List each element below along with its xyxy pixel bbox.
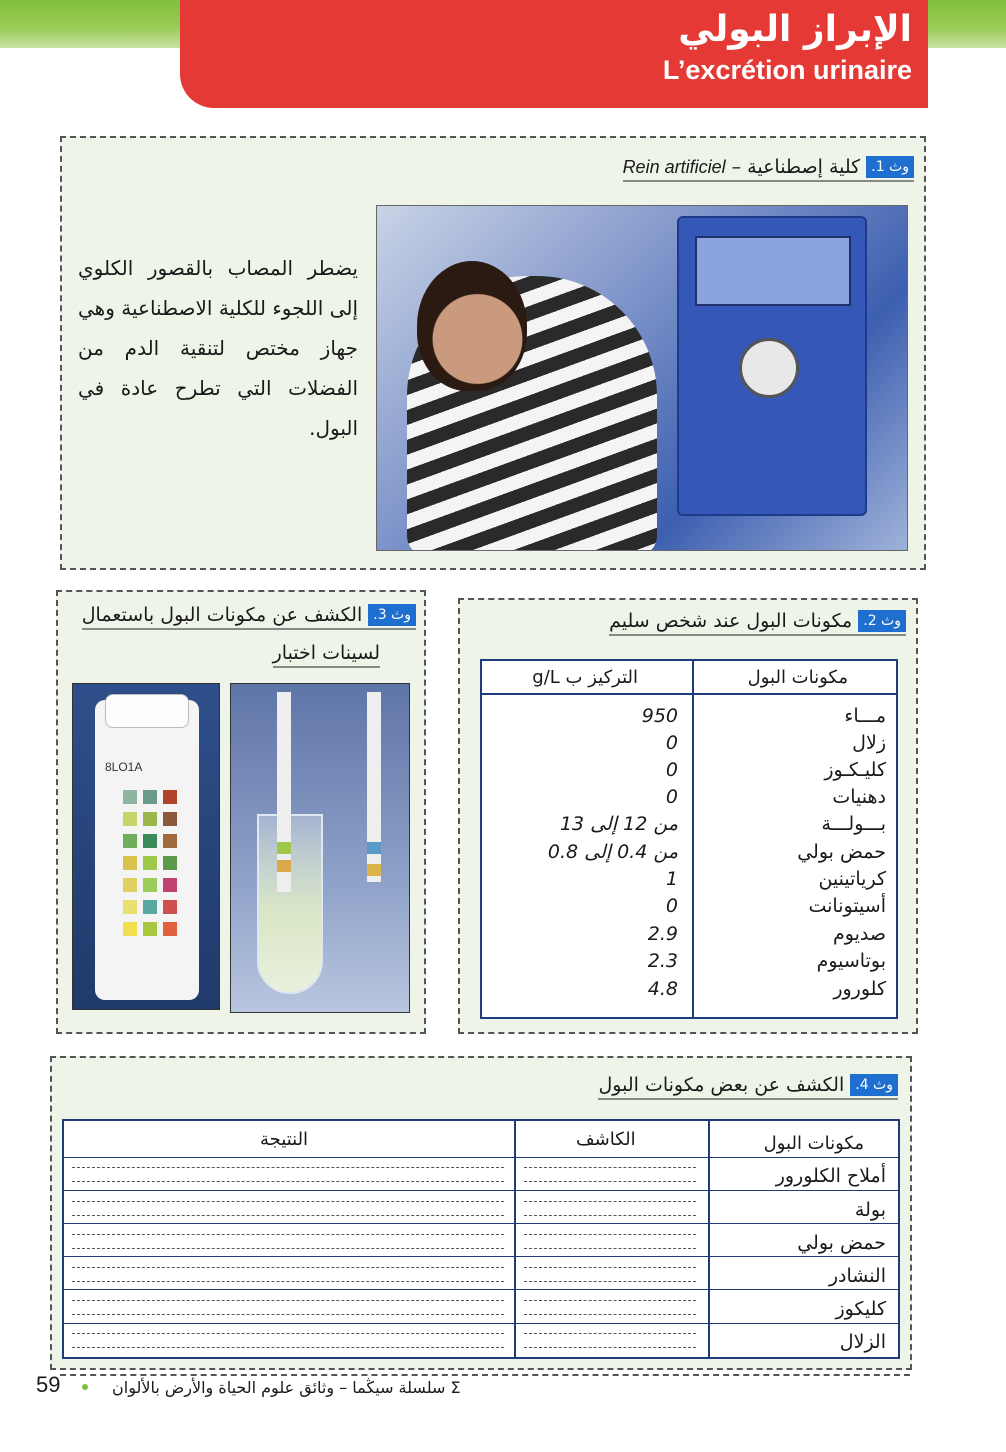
footer-bullet-icon [82, 1384, 88, 1390]
result-blank-2a[interactable] [72, 1234, 504, 1235]
result-blank-0a[interactable] [72, 1167, 504, 1168]
color-chart [123, 790, 183, 944]
row-name-0: مـــاء [844, 705, 886, 727]
row-line-2 [64, 1223, 898, 1224]
col-header-concentration: التركيز ب g/L [532, 667, 638, 688]
row-value-2: 0 [665, 759, 678, 781]
result-blank-2b[interactable] [72, 1248, 504, 1249]
row-value-8: 2.9 [647, 923, 678, 945]
row-name-3: دهنيات [832, 786, 886, 808]
row-name-4: بـــولـــة [821, 813, 886, 835]
result-blank-3a[interactable] [72, 1267, 504, 1268]
t4-row-name-4: كليكوز [835, 1298, 886, 1320]
row-name-2: كليـكـوز [824, 759, 886, 781]
bottle-label: 8LO1A [105, 760, 143, 774]
doc1-label [623, 156, 914, 182]
test-strip-dry [367, 692, 381, 882]
col-header-reagent: الكاشف [576, 1129, 636, 1150]
series-title: Σ سلسلة سيڭما – وثائق علوم الحياة والأرض بالألوان [112, 1378, 461, 1397]
t4-row-name-1: بولة [854, 1199, 886, 1221]
t4-row-name-2: حمض بولي [797, 1232, 886, 1254]
machine-screen [695, 236, 851, 306]
result-blank-1a[interactable] [72, 1201, 504, 1202]
row-name-1: زلال [852, 732, 886, 754]
dialysis-photo [376, 205, 908, 551]
doc1-subtitle: Rein artificiel [622, 156, 726, 177]
doc3-badge: وث 3. [368, 604, 416, 626]
doc2-label [609, 610, 906, 636]
footer-divider [60, 1374, 910, 1376]
result-blank-0b[interactable] [72, 1181, 504, 1182]
test-strip-bottle [95, 700, 199, 1000]
doc1-badge: وث 1. [866, 156, 914, 178]
result-blank-3b[interactable] [72, 1281, 504, 1282]
row-name-6: كرياتينين [818, 868, 886, 890]
reagent-blank-5b[interactable] [524, 1347, 696, 1348]
row-value-3: 0 [665, 786, 678, 808]
doc1-title: كلية إصطناعية – [731, 156, 861, 178]
row-line-0 [64, 1157, 898, 1158]
doc2-title: مكونات البول عند شخص سليم [609, 610, 853, 632]
reagent-blank-1a[interactable] [524, 1201, 696, 1202]
row-line-4 [64, 1289, 898, 1290]
row-line-5 [64, 1323, 898, 1324]
doc3-label-line2 [273, 642, 380, 668]
reagent-blank-2a[interactable] [524, 1234, 696, 1235]
doc4-badge: وث 4. [850, 1074, 898, 1096]
page-number: 59 [36, 1372, 61, 1397]
row-value-10: 4.8 [647, 978, 678, 1000]
row-name-8: صديوم [833, 923, 886, 945]
test-strip-in-tube [277, 692, 291, 892]
test-strip-bottle-photo [72, 683, 220, 1010]
row-value-9: 2.3 [647, 950, 678, 972]
t4-row-name-5: الزلال [839, 1331, 886, 1353]
col-header-component: مكونات البول [747, 667, 848, 688]
doc4-title: الكشف عن بعض مكونات البول [598, 1074, 845, 1096]
reagent-blank-1b[interactable] [524, 1215, 696, 1216]
row-name-7: أسيتونانت [808, 895, 886, 917]
reagent-blank-0a[interactable] [524, 1167, 696, 1168]
reagent-blank-3a[interactable] [524, 1267, 696, 1268]
row-value-0: 950 [641, 705, 678, 727]
row-value-5: من 0.4 إلى 0.8 [547, 841, 678, 863]
result-blank-5a[interactable] [72, 1333, 504, 1334]
t4-row-name-3: النشادر [828, 1265, 886, 1287]
row-line-3 [64, 1256, 898, 1257]
test-tube-photo [230, 683, 410, 1013]
doc3-label [82, 604, 416, 630]
row-name-5: حمض بولي [797, 841, 886, 863]
chapter-header [180, 0, 928, 108]
dialysis-machine [677, 216, 867, 516]
reagent-blank-2b[interactable] [524, 1248, 696, 1249]
result-blank-5b[interactable] [72, 1347, 504, 1348]
machine-dial [739, 338, 799, 398]
doc4-label [598, 1074, 898, 1100]
row-value-7: 0 [665, 895, 678, 917]
doc1-text: يضطر المصاب بالقصور الكلوي إلى اللجوء للكلية الاصطناعية وهي جهاز مختص لتنقية الدم من الفضلات التي تطرح عادة في البول. [78, 256, 358, 440]
doc3-title-line1: الكشف عن مكونات البول باستعمال [81, 604, 363, 626]
table-column-divider [692, 661, 694, 1017]
patient-head [417, 261, 527, 391]
test-results-table [62, 1119, 900, 1359]
row-value-1: 0 [665, 732, 678, 754]
col-header-component: مكونات البول [763, 1133, 864, 1154]
col-header-result: النتيجة [260, 1129, 309, 1150]
reagent-blank-0b[interactable] [524, 1181, 696, 1182]
reagent-blank-4b[interactable] [524, 1314, 696, 1315]
row-value-4: من 12 إلى 13 [559, 813, 678, 835]
reagent-blank-3b[interactable] [524, 1281, 696, 1282]
row-name-9: بوتاسيوم [816, 950, 886, 972]
bottle-cap [105, 694, 189, 728]
t4-row-name-0: أملاح الكلورور [775, 1165, 886, 1187]
reagent-blank-4a[interactable] [524, 1300, 696, 1301]
urine-composition-table [480, 659, 898, 1019]
row-value-6: 1 [665, 868, 678, 890]
row-name-10: كلورور [833, 978, 886, 1000]
result-blank-4a[interactable] [72, 1300, 504, 1301]
doc2-badge: وث 2. [858, 610, 906, 632]
row-line-1 [64, 1190, 898, 1191]
doc3-title-line2: لسينات اختبار [272, 642, 380, 664]
result-blank-1b[interactable] [72, 1215, 504, 1216]
result-blank-4b[interactable] [72, 1314, 504, 1315]
chapter-title-fr: L’excrétion urinaire [662, 55, 912, 85]
reagent-blank-5a[interactable] [524, 1333, 696, 1334]
chapter-title-ar: الإبراز البولي [678, 9, 912, 50]
